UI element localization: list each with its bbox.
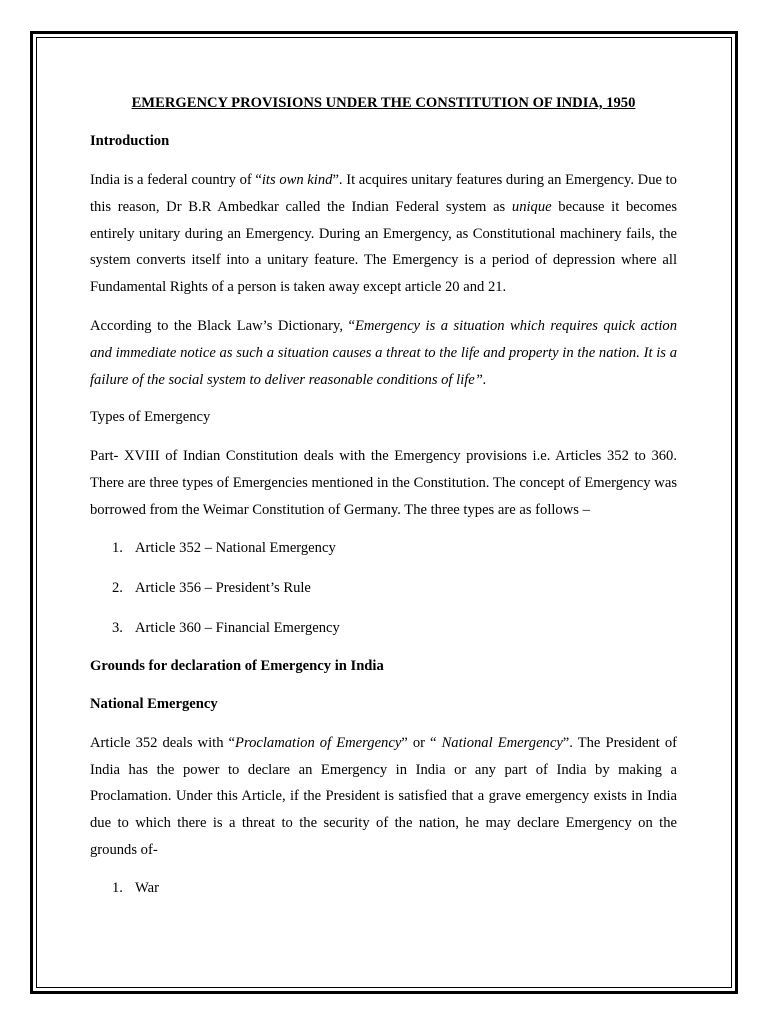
document-page [90,91,677,900]
list-item: 3. Article 360 – Financial Emergency [112,619,340,636]
intro-paragraph-1: India is a federal country of “its own kind”. It acquires unitary features during an Emergency. Due to this reason, Dr B.R Ambedkar called the Indian Federal system as unique because it becomes entirely unitary during an Emergency. During an Emergency, as Constitutional machinery fails, the system converts itself into a unitary feature. The Emergency is a period of depression where all Fundamental Rights of a person is taken away except article 20 and 21. [90,172,677,296]
heading-types-of-emergency: Types of Emergency [90,409,211,426]
types-paragraph: Part- XVIII of Indian Constitution deals with the Emergency provisions i.e. Articles 352 to 360. There are three types of Emergencies mentioned in the Constitution. The concept of Emergency was borrowed from the Weimar Constitution of Germany. The three types are as follows – [90,448,677,518]
heading-grounds: Grounds for declaration of Emergency in India [90,657,384,674]
list-item: 1. Article 352 – National Emergency [112,539,336,556]
heading-national-emergency: National Emergency [90,695,218,712]
intro-paragraph-2: According to the Black Law’s Dictionary, “Emergency is a situation which requires quick action and immediate notice as such a situation causes a threat to the life and property in the nation. It is a failure of the social system to deliver reasonable conditions of life”. [90,317,677,388]
grounds-list [90,876,677,900]
list-item: 1. War [112,879,159,896]
types-list [90,536,677,640]
heading-introduction: Introduction [90,133,170,149]
list-item: 2. Article 356 – President’s Rule [112,579,311,596]
document-title: EMERGENCY PROVISIONS UNDER THE CONSTITUTION OF INDIA, 1950 [131,95,636,111]
national-emergency-paragraph: Article 352 deals with “Proclamation of Emergency” or “ National Emergency”. The President of India has the power to declare an Emergency in India or any part of India by making a Proclamation. Under this Article, if the President is satisfied that a grave emergency exists in India due to which there is a threat to the security of the nation, he may declare Emergency on the grounds of- [90,734,677,858]
